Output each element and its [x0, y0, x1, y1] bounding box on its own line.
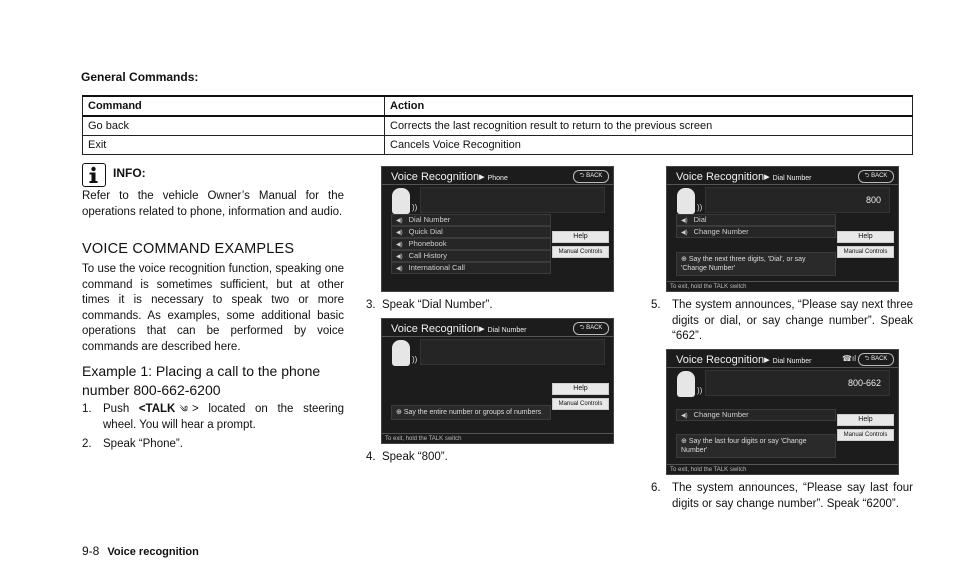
table-header-row: [83, 96, 913, 116]
screen-title: Voice Recognition▸ Dial Number: [676, 354, 812, 366]
step-number: 2.: [82, 438, 92, 450]
voice-waves-icon: )): [697, 203, 703, 212]
help-button[interactable]: Help: [837, 231, 894, 243]
info-circle-icon: ⊕: [396, 409, 402, 416]
voice-waves-icon: )): [412, 355, 418, 364]
number-display: 800-662: [705, 370, 890, 396]
list-item-dial[interactable]: ◀) Dial: [676, 214, 836, 226]
number-display: 800: [705, 187, 890, 213]
speaker-head-icon: [392, 188, 410, 214]
screen-footer: To exit, hold the TALK switch: [385, 436, 462, 442]
back-arrow-icon: ⮌: [579, 325, 585, 331]
voice-prompt: ⊕ Say the last four digits or say 'Change Number': [676, 434, 836, 458]
screen-phone: [381, 166, 614, 292]
list-item-change-number[interactable]: ◀) Change Number: [676, 409, 836, 421]
voice-prompt: ⊕ Say the entire number or groups of numbers: [391, 405, 551, 420]
back-button[interactable]: ⮌ BACK: [573, 170, 609, 183]
screen-dial-number: [381, 318, 614, 444]
screen-dial-800: [666, 166, 899, 292]
step-number: 1.: [82, 403, 92, 415]
screen-title: Voice Recognition▸ Dial Number: [676, 171, 812, 183]
divider: [667, 464, 898, 465]
number-display: [420, 187, 605, 213]
screen-footer: To exit, hold the TALK switch: [670, 467, 747, 473]
arrow-right-icon: ▸: [479, 171, 485, 183]
voice-command-intro: To use the voice recognition function, speaking one command is sometimes sufficient, but at other times it is necessary to speak two or more commands. As examples, some additional basic operations that can be performed by voice commands are described here.: [82, 263, 344, 353]
back-arrow-icon: ⮌: [579, 173, 585, 179]
step-text: The system announces, “Please say next three digits or dial, or say change number”. Speak “662”.: [672, 299, 913, 342]
table-cell: Cancels Voice Recognition: [385, 136, 913, 155]
section-title: General Commands:: [81, 70, 199, 84]
manual-controls-button[interactable]: Manual Controls: [552, 246, 609, 258]
general-commands-table: [82, 95, 913, 155]
step-text: Speak “Phone”.: [103, 438, 183, 450]
info-circle-icon: ⊕: [681, 438, 687, 445]
list-item-international-call[interactable]: ◀) International Call: [391, 262, 551, 274]
number-display: [420, 339, 605, 365]
step-2: [82, 437, 344, 453]
voice-icon: ◀): [396, 254, 403, 260]
screen-title: Voice Recognition▸ Phone: [391, 171, 508, 183]
step-number: 5.: [651, 299, 661, 311]
example-heading: Example 1: Placing a call to the phone number 800-662-6200: [82, 363, 321, 398]
back-arrow-icon: ⮌: [864, 356, 870, 362]
column-header-action: Action: [385, 96, 913, 116]
arrow-right-icon: ▸: [764, 171, 770, 183]
info-icon: [82, 163, 106, 187]
arrow-right-icon: ▸: [764, 354, 770, 366]
step-1: [82, 402, 344, 434]
help-button[interactable]: Help: [552, 231, 609, 243]
section-name: Voice recognition: [107, 546, 199, 558]
table-cell: Go back: [83, 116, 385, 136]
screen-footer: To exit, hold the TALK switch: [670, 284, 747, 290]
back-button[interactable]: ⮌ BACK: [573, 322, 609, 335]
step-text: The system announces, “Please say last four digits or say change number”. Speak “6200”.: [672, 482, 913, 510]
step-4: 4. Speak “800”.: [366, 451, 448, 463]
info-text: Refer to the vehicle Owner’s Manual for the operations related to phone, information and audio.: [82, 190, 344, 218]
screen-title: Voice Recognition▸ Dial Number: [391, 323, 527, 335]
list-item-phonebook[interactable]: ◀) Phonebook: [391, 238, 551, 250]
info-label: INFO:: [113, 166, 146, 180]
help-button[interactable]: Help: [837, 414, 894, 426]
talk-switch-icon: ༄: [179, 404, 188, 414]
page-footer: [82, 544, 199, 558]
voice-icon: ◀): [681, 413, 688, 419]
divider: [667, 281, 898, 282]
info-circle-icon: ⊕: [681, 256, 687, 263]
voice-icon: ◀): [396, 266, 403, 272]
step-number: 6.: [651, 482, 661, 494]
speaker-head-icon: [677, 188, 695, 214]
table-row: [83, 116, 913, 136]
column-header-command: Command: [83, 96, 385, 116]
list-item-dial-number[interactable]: ◀) Dial Number: [391, 214, 551, 226]
step-5: [651, 298, 913, 346]
page-number: 9-8: [82, 544, 100, 558]
arrow-right-icon: ▸: [479, 323, 485, 335]
back-button[interactable]: ⮌ BACK: [858, 353, 894, 366]
voice-icon: ◀): [681, 230, 688, 236]
manual-controls-button[interactable]: Manual Controls: [837, 246, 894, 258]
back-button[interactable]: ⮌ BACK: [858, 170, 894, 183]
voice-waves-icon: )): [412, 203, 418, 212]
voice-prompt: ⊕ Say the next three digits, 'Dial', or say 'Change Number': [676, 252, 836, 276]
voice-icon: ◀): [396, 230, 403, 236]
voice-icon: ◀): [681, 218, 688, 224]
list-item-call-history[interactable]: ◀) Call History: [391, 250, 551, 262]
speaker-head-icon: [392, 340, 410, 366]
back-arrow-icon: ⮌: [864, 173, 870, 179]
step-text: Push <TALK ༄ > located on the steering wheel. You will hear a prompt.: [103, 403, 344, 431]
signal-strength-icon: ☎ıl: [842, 354, 856, 363]
table-cell: Corrects the last recognition result to return to the previous screen: [385, 116, 913, 136]
step-6: [651, 481, 913, 529]
list-item-quick-dial[interactable]: ◀) Quick Dial: [391, 226, 551, 238]
voice-command-heading: VOICE COMMAND EXAMPLES: [82, 241, 295, 257]
step-3: 3. Speak “Dial Number”.: [366, 299, 493, 311]
voice-waves-icon: )): [697, 386, 703, 395]
speaker-head-icon: [677, 371, 695, 397]
manual-controls-button[interactable]: Manual Controls: [552, 398, 609, 410]
list-item-change-number[interactable]: ◀) Change Number: [676, 226, 836, 238]
divider: [382, 336, 613, 337]
divider: [382, 184, 613, 185]
voice-icon: ◀): [396, 242, 403, 248]
divider: [667, 367, 898, 368]
voice-icon: ◀): [396, 218, 403, 224]
table-cell: Exit: [83, 136, 385, 155]
manual-controls-button[interactable]: Manual Controls: [837, 429, 894, 441]
table-row: [83, 136, 913, 155]
divider: [382, 433, 613, 434]
divider: [667, 184, 898, 185]
help-button[interactable]: Help: [552, 383, 609, 395]
screen-dial-800-662: [666, 349, 899, 475]
